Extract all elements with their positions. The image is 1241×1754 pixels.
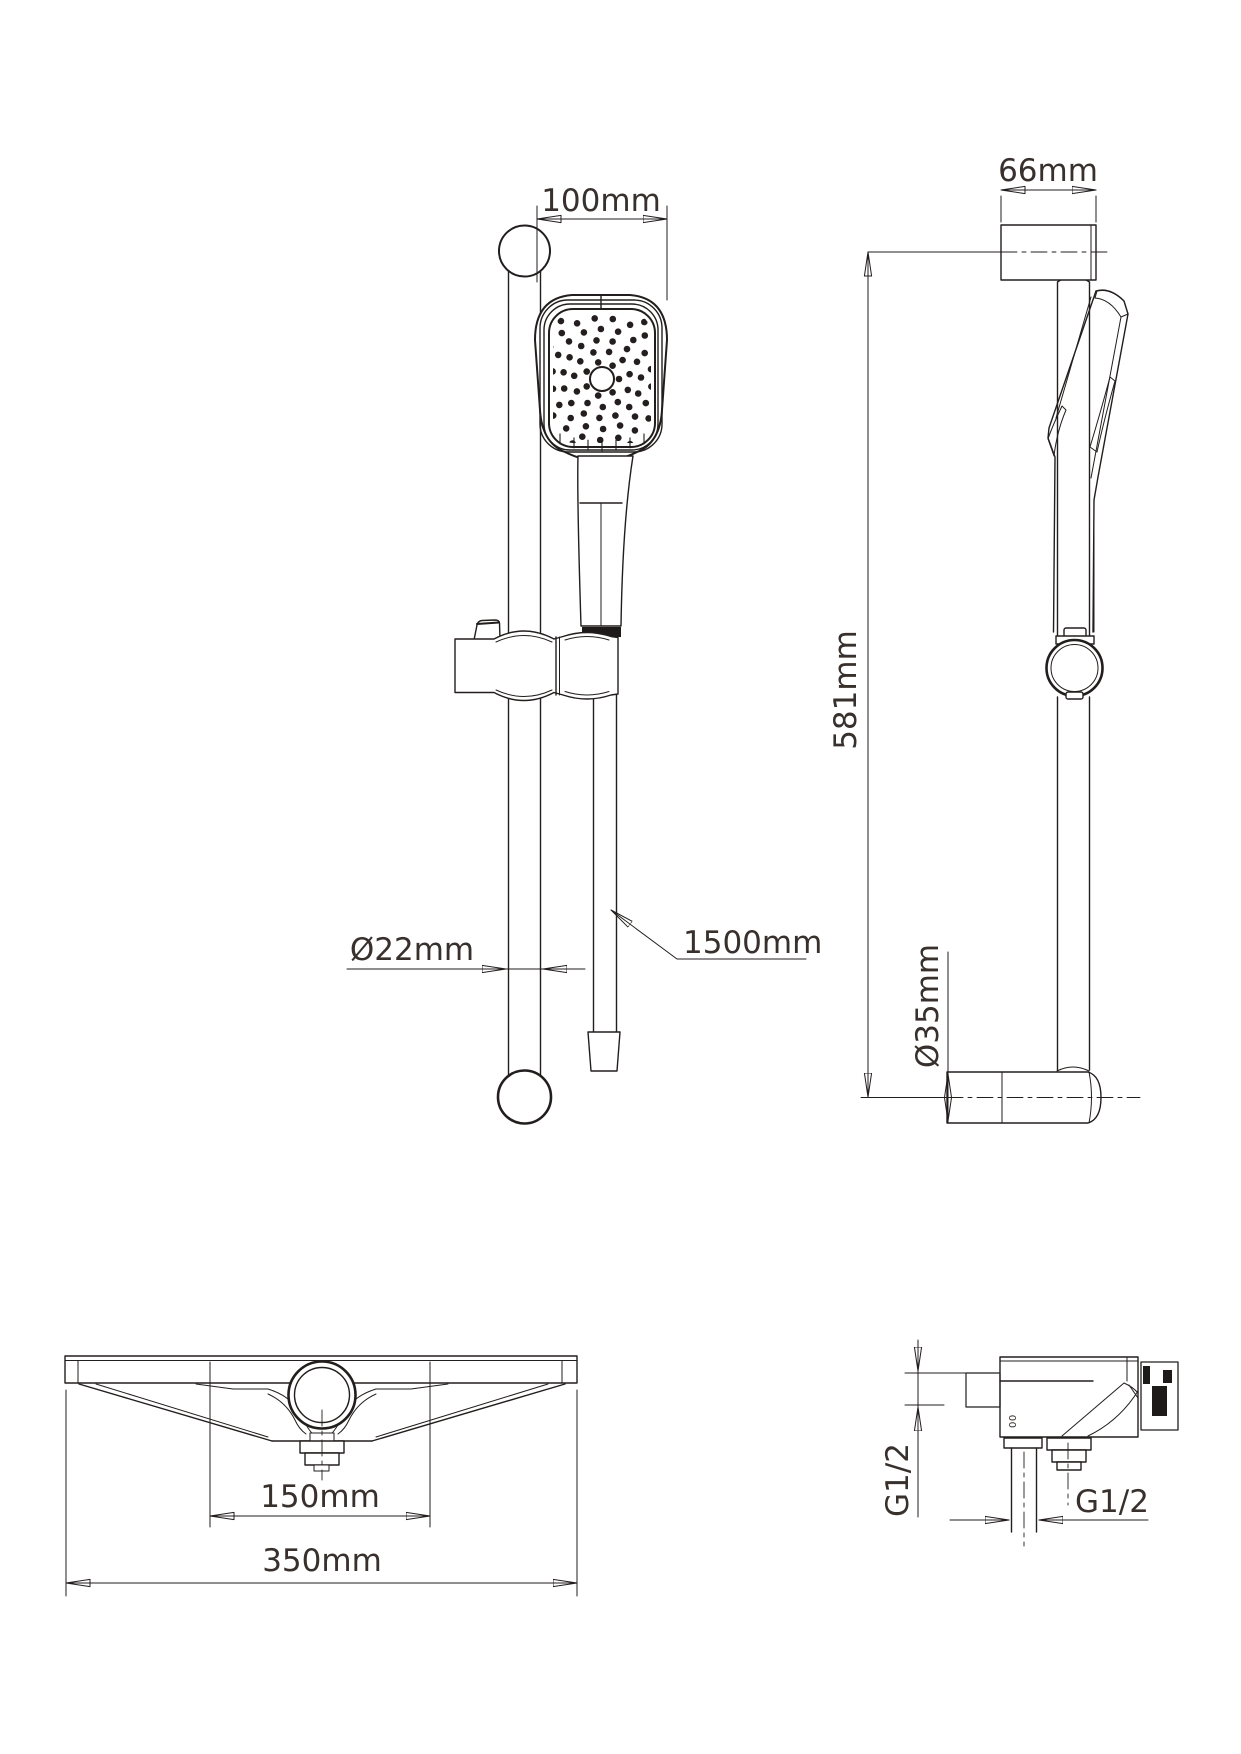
dimension-bar-diameter <box>347 932 585 969</box>
hand-shower-side-profile <box>1048 290 1128 632</box>
hose-end-cone <box>588 1032 620 1071</box>
shower-handle <box>578 456 633 637</box>
dimension-front-width <box>537 183 667 300</box>
dimension-bracket-diameter <box>910 944 948 1123</box>
dim-label-35mm: Ø35mm <box>910 943 946 1069</box>
side-view <box>828 153 1140 1123</box>
connector-body <box>1000 1357 1138 1437</box>
slider-knob <box>1047 628 1103 699</box>
leader-hose-length <box>611 910 822 961</box>
connector-view <box>880 1340 1178 1546</box>
dimension-bar-height <box>828 252 868 1097</box>
bar-bottom-end-cap <box>498 1071 551 1124</box>
dim-label-g12-inlet: G1/2 <box>880 1443 916 1517</box>
front-view <box>347 183 822 1124</box>
dimension-inlet-thread <box>880 1340 966 1517</box>
bottom-wall-bracket <box>861 1067 1140 1123</box>
top-wall-bracket <box>868 225 1107 280</box>
bar-top-end-cap <box>499 226 550 277</box>
outlet-tube <box>1004 1438 1042 1546</box>
dimension-bracket-width <box>998 153 1098 222</box>
dim-label-100mm: 100mm <box>541 183 661 219</box>
dimension-outlet-thread <box>950 1484 1149 1520</box>
dim-label-350mm: 350mm <box>262 1543 382 1579</box>
top-view <box>65 1356 577 1596</box>
inlet-thread-nipple <box>966 1373 1000 1407</box>
center-nozzle <box>590 367 614 391</box>
dim-label-1500mm: 1500mm <box>683 925 823 961</box>
dim-label-581mm: 581mm <box>828 630 864 750</box>
dim-label-150mm: 150mm <box>260 1479 380 1515</box>
dim-label-g12-outlet: G1/2 <box>1075 1484 1149 1520</box>
body-marking: 00 <box>1008 1414 1019 1428</box>
knurled-wheel <box>1141 1362 1178 1430</box>
hand-shower-head <box>528 295 676 461</box>
shower-hose <box>588 694 620 1071</box>
dim-label-66mm: 66mm <box>998 153 1098 189</box>
dim-label-22mm: Ø22mm <box>349 932 475 968</box>
